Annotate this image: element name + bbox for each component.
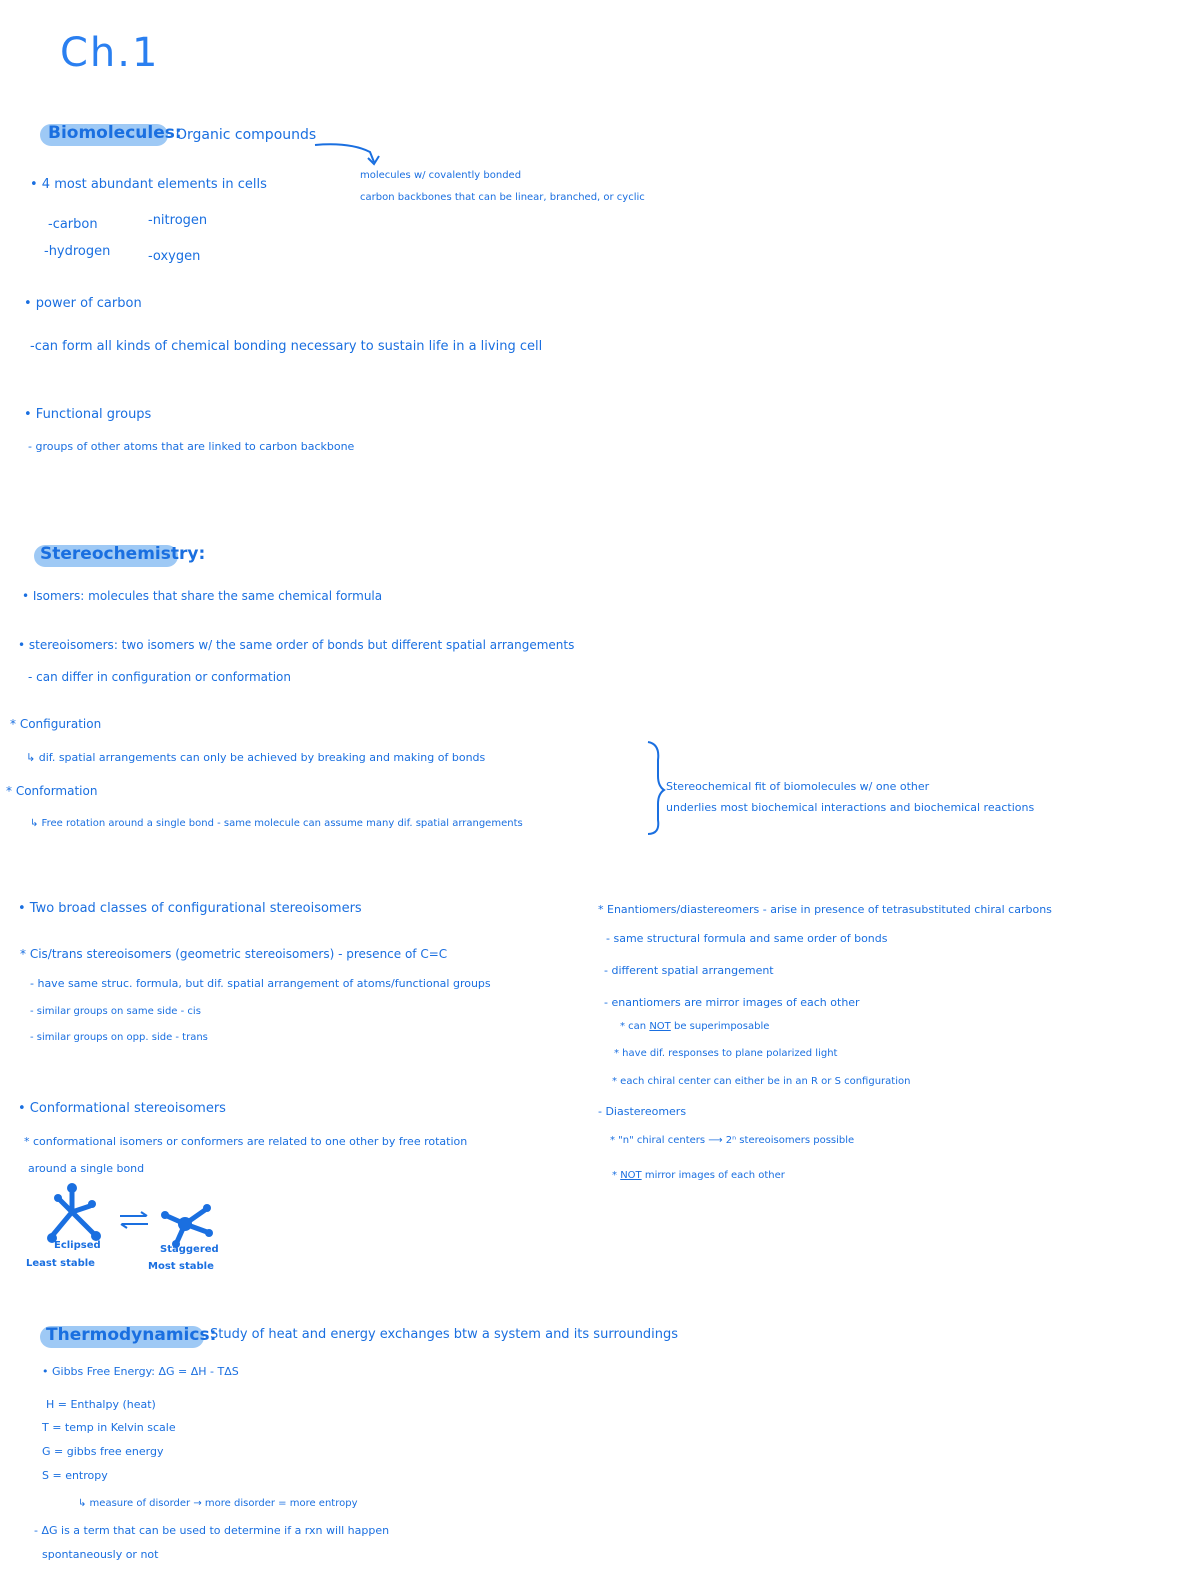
- temp-line: T = temp in Kelvin scale: [42, 1421, 176, 1434]
- stereoisomers-line: • stereoisomers: two isomers w/ the same order of bonds but different spatial arrangements: [18, 638, 575, 652]
- conformation-heading: * Conformation: [6, 784, 98, 798]
- element-hydrogen: -hydrogen: [44, 244, 111, 259]
- conformational-line-1: * conformational isomers or conformers are related to one other by free rotation: [24, 1135, 468, 1148]
- diastereomers-heading: - Diastereomers: [598, 1105, 687, 1118]
- diastereomers-2-not: NOT: [620, 1170, 642, 1181]
- page-title: Ch.1: [60, 30, 160, 76]
- diastereomers-2-post: mirror images of each other: [641, 1170, 785, 1181]
- element-carbon: -carbon: [48, 217, 98, 232]
- delta-g-line-1: - ΔG is a term that can be used to determine if a rxn will happen: [34, 1524, 390, 1537]
- cistrans-heading: * Cis/trans stereoisomers (geometric stereoisomers) - presence of C=C: [20, 947, 448, 961]
- functional-detail: - groups of other atoms that are linked to carbon backbone: [28, 440, 355, 453]
- arrow-icon: [310, 140, 400, 170]
- conformational-line-2: around a single bond: [28, 1162, 145, 1175]
- differ-line: - can differ in configuration or conformation: [28, 670, 291, 684]
- gibbs-free-line: G = gibbs free energy: [42, 1445, 164, 1458]
- conformational-heading: • Conformational stereoisomers: [18, 1101, 226, 1116]
- cistrans-detail-1: - have same struc. formula, but dif. spatial arrangement of atoms/functional groups: [30, 977, 491, 990]
- thermo-heading: Thermodynamics:: [46, 1325, 217, 1345]
- power-detail: -can form all kinds of chemical bonding necessary to sustain life in a living cell: [30, 339, 543, 354]
- diastereomers-2-pre: *: [612, 1170, 621, 1181]
- enantiomers-1: - same structural formula and same order of bonds: [606, 932, 888, 945]
- enantiomers-4-post: be superimposable: [670, 1021, 770, 1032]
- configuration-heading: * Configuration: [10, 717, 102, 731]
- classes-heading: • Two broad classes of configurational stereoisomers: [18, 901, 362, 916]
- configuration-detail: ↳ dif. spatial arrangements can only be achieved by breaking and making of bonds: [26, 751, 486, 764]
- brace-note-1: Stereochemical fit of biomolecules w/ one other: [666, 780, 930, 793]
- entropy-line: S = entropy: [42, 1469, 108, 1482]
- biomolecules-subtitle: Organic compounds: [176, 127, 317, 143]
- equilibrium-arrows-icon: [116, 1208, 152, 1232]
- enantiomers-heading: * Enantiomers/diastereomers - arise in presence of tetrasubstituted chiral carbons: [598, 903, 1052, 916]
- enantiomers-5: * have dif. responses to plane polarized light: [614, 1048, 838, 1059]
- brace-note-2: underlies most biochemical interactions and biochemical reactions: [666, 801, 1035, 814]
- eclipsed-label: Eclipsed: [54, 1240, 101, 1251]
- enantiomers-6: * each chiral center can either be in an R or S configuration: [612, 1076, 911, 1087]
- diastereomers-2: [612, 1170, 785, 1182]
- enthalpy-line: H = Enthalpy (heat): [46, 1398, 156, 1411]
- delta-g-line-2: spontaneously or not: [42, 1548, 159, 1561]
- enantiomers-3: - enantiomers are mirror images of each other: [604, 996, 860, 1009]
- enantiomers-2: - different spatial arrangement: [604, 964, 774, 977]
- cistrans-detail-3: - similar groups on opp. side - trans: [30, 1032, 208, 1043]
- gibbs-line: • Gibbs Free Energy: ΔG = ΔH - TΔS: [42, 1365, 239, 1378]
- thermo-subtitle: Study of heat and energy exchanges btw a system and its surroundings: [210, 1327, 679, 1342]
- stereo-heading: Stereochemistry:: [40, 544, 206, 564]
- conformation-detail: ↳ Free rotation around a single bond - same molecule can assume many dif. spatial arrangements: [30, 818, 523, 829]
- staggered-label: Staggered: [160, 1244, 219, 1255]
- biomolecules-note-1: molecules w/ covalently bonded: [360, 170, 522, 181]
- element-oxygen: -oxygen: [148, 249, 201, 264]
- power-heading: • power of carbon: [24, 296, 142, 311]
- diastereomers-1: * "n" chiral centers ⟶ 2ⁿ stereoisomers possible: [610, 1135, 855, 1146]
- eclipsed-sub-label: Least stable: [26, 1258, 95, 1269]
- biomolecules-note-2: carbon backbones that can be linear, branched, or cyclic: [360, 192, 645, 203]
- eclipsed-molecule-icon: [40, 1178, 110, 1248]
- biomolecules-heading: Biomolecules:: [48, 123, 182, 143]
- isomers-line: • Isomers: molecules that share the same chemical formula: [22, 589, 383, 603]
- staggered-sub-label: Most stable: [148, 1261, 214, 1272]
- cistrans-detail-2: - similar groups on same side - cis: [30, 1006, 201, 1017]
- enantiomers-4-pre: * can: [620, 1021, 650, 1032]
- element-nitrogen: -nitrogen: [148, 213, 208, 228]
- entropy-detail: ↳ measure of disorder → more disorder = more entropy: [78, 1498, 358, 1509]
- enantiomers-4-not: NOT: [649, 1021, 671, 1032]
- enantiomers-4: [620, 1021, 769, 1033]
- elements-intro: • 4 most abundant elements in cells: [30, 177, 267, 192]
- functional-heading: • Functional groups: [24, 407, 152, 422]
